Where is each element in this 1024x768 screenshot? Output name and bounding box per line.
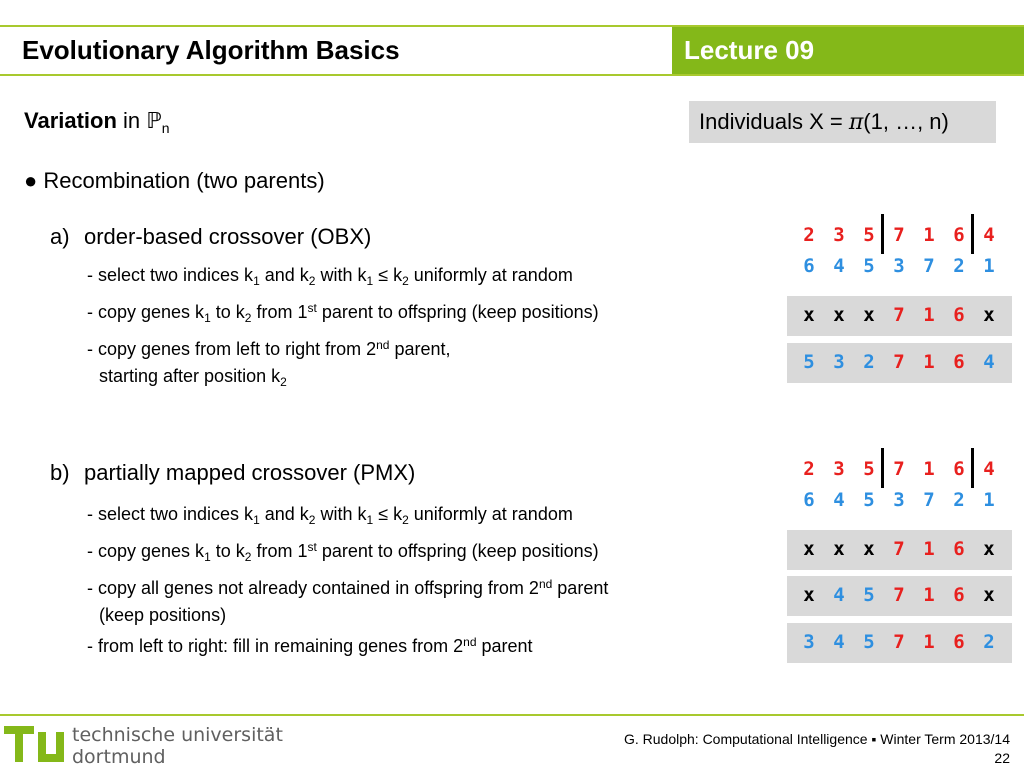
gene-cell: x: [833, 304, 845, 326]
gene-cell: 2: [803, 224, 815, 246]
gene-cell: 6: [953, 224, 965, 246]
obx-line-2: - copy genes $k_1$ to $k_2$ from 1st parent to offspring (keep positions): [87, 301, 599, 325]
gene-cell: 5: [863, 255, 875, 277]
gene-cell: 1: [923, 304, 935, 326]
gene-cell: 1: [923, 584, 935, 606]
gene-cell: 3: [833, 458, 845, 480]
gene-cell: x: [983, 584, 995, 606]
gene-cell: 4: [833, 255, 845, 277]
gene-cell: 4: [983, 458, 995, 480]
obx-description: [87, 262, 599, 396]
lecture-badge: Lecture 09: [672, 27, 1024, 74]
slide-subtitle: Variation in ℙ$_n$: [24, 108, 170, 136]
pmx-line-2: - copy genes $k_1$ to $k_2$ from 1st parent to offspring (keep positions): [87, 540, 599, 564]
pmx-line-5: - from left to right: fill in remaining genes from 2nd parent: [87, 635, 533, 656]
gene-cell: 6: [953, 538, 965, 560]
gene-cell: 5: [863, 224, 875, 246]
gene-cell: 4: [833, 631, 845, 653]
pmx-cut-left: [881, 448, 884, 488]
pmx-cut-right: [971, 448, 974, 488]
gene-cell: 7: [893, 538, 905, 560]
gene-cell: 7: [923, 255, 935, 277]
gene-cell: x: [803, 538, 815, 560]
pmx-offspring-result: [787, 623, 1012, 663]
pmx-heading: b) partially mapped crossover (PMX): [50, 460, 416, 485]
gene-cell: 4: [833, 489, 845, 511]
gene-cell: 2: [953, 255, 965, 277]
bullet-recombination: ● Recombination (two parents): [24, 168, 325, 193]
gene-cell: 1: [923, 631, 935, 653]
gene-cell: 5: [803, 351, 815, 373]
university-name: technische universität dortmund: [72, 724, 283, 768]
obx-offspring-result: [787, 343, 1012, 383]
gene-cell: 6: [803, 255, 815, 277]
gene-cell: 7: [893, 304, 905, 326]
gene-cell: x: [803, 304, 815, 326]
gene-cell: 3: [833, 224, 845, 246]
gene-cell: 1: [923, 538, 935, 560]
gene-cell: x: [983, 538, 995, 560]
gene-cell: 3: [893, 255, 905, 277]
header-bottom-rule: [0, 74, 1024, 76]
gene-cell: x: [983, 304, 995, 326]
gene-cell: 1: [983, 255, 995, 277]
pmx-line-1: - select two indices $k_1$ and $k_2$ with $k_1 \le k_2$ uniformly at random: [87, 504, 573, 527]
obx-heading: a) order-based crossover (OBX): [50, 224, 372, 249]
gene-cell: 7: [893, 584, 905, 606]
footer-rule: [0, 714, 1024, 716]
gene-cell: 6: [953, 304, 965, 326]
pmx-line-3: - copy all genes not already contained in offspring from 2nd parent: [87, 577, 609, 598]
obx-offspring-step: [787, 296, 1012, 336]
gene-cell: 5: [863, 489, 875, 511]
gene-cell: 7: [893, 631, 905, 653]
gene-cell: 4: [983, 351, 995, 373]
gene-cell: 7: [893, 458, 905, 480]
pmx-description: [87, 501, 608, 660]
obx-line-1: - select two indices $k_1$ and $k_2$ with $k_1 \le k_2$ uniformly at random: [87, 265, 573, 288]
obx-cut-right: [971, 214, 974, 254]
gene-cell: 7: [923, 489, 935, 511]
individuals-box: Individuals X = π(1, …, n): [689, 101, 996, 143]
obx-line-3: - copy genes from left to right from 2nd parent,: [87, 338, 451, 359]
gene-cell: 6: [803, 489, 815, 511]
pmx-offspring-step1: [787, 530, 1012, 570]
footer-credit: G. Rudolph: Computational Intelligence ▪ Winter Term 2013/14 22: [623, 731, 1010, 766]
tu-logo-icon: [4, 722, 66, 764]
obx-parent2-row: [794, 255, 1004, 277]
pmx-line-4: (keep positions): [99, 605, 227, 625]
gene-cell: 2: [953, 489, 965, 511]
obx-line-4: starting after position $k_2$: [99, 366, 287, 389]
gene-cell: 1: [923, 351, 935, 373]
gene-cell: 2: [983, 631, 995, 653]
gene-cell: 1: [923, 224, 935, 246]
gene-cell: 3: [803, 631, 815, 653]
gene-cell: x: [863, 538, 875, 560]
gene-cell: 4: [833, 584, 845, 606]
gene-cell: 3: [833, 351, 845, 373]
gene-cell: 7: [893, 351, 905, 373]
gene-cell: 4: [983, 224, 995, 246]
gene-cell: 1: [923, 458, 935, 480]
page-number: 22: [994, 750, 1010, 766]
gene-cell: 7: [893, 224, 905, 246]
gene-cell: 3: [893, 489, 905, 511]
gene-cell: 6: [953, 458, 965, 480]
gene-cell: 5: [863, 584, 875, 606]
gene-cell: 6: [953, 631, 965, 653]
gene-cell: x: [863, 304, 875, 326]
gene-cell: 5: [863, 458, 875, 480]
obx-cut-left: [881, 214, 884, 254]
gene-cell: 2: [863, 351, 875, 373]
pmx-parent2-row: [794, 489, 1004, 511]
gene-cell: 6: [953, 351, 965, 373]
gene-cell: x: [803, 584, 815, 606]
gene-cell: x: [833, 538, 845, 560]
gene-cell: 6: [953, 584, 965, 606]
gene-cell: 1: [983, 489, 995, 511]
page-title: Evolutionary Algorithm Basics: [22, 35, 400, 65]
pmx-offspring-step2: [787, 576, 1012, 616]
gene-cell: 2: [803, 458, 815, 480]
gene-cell: 5: [863, 631, 875, 653]
